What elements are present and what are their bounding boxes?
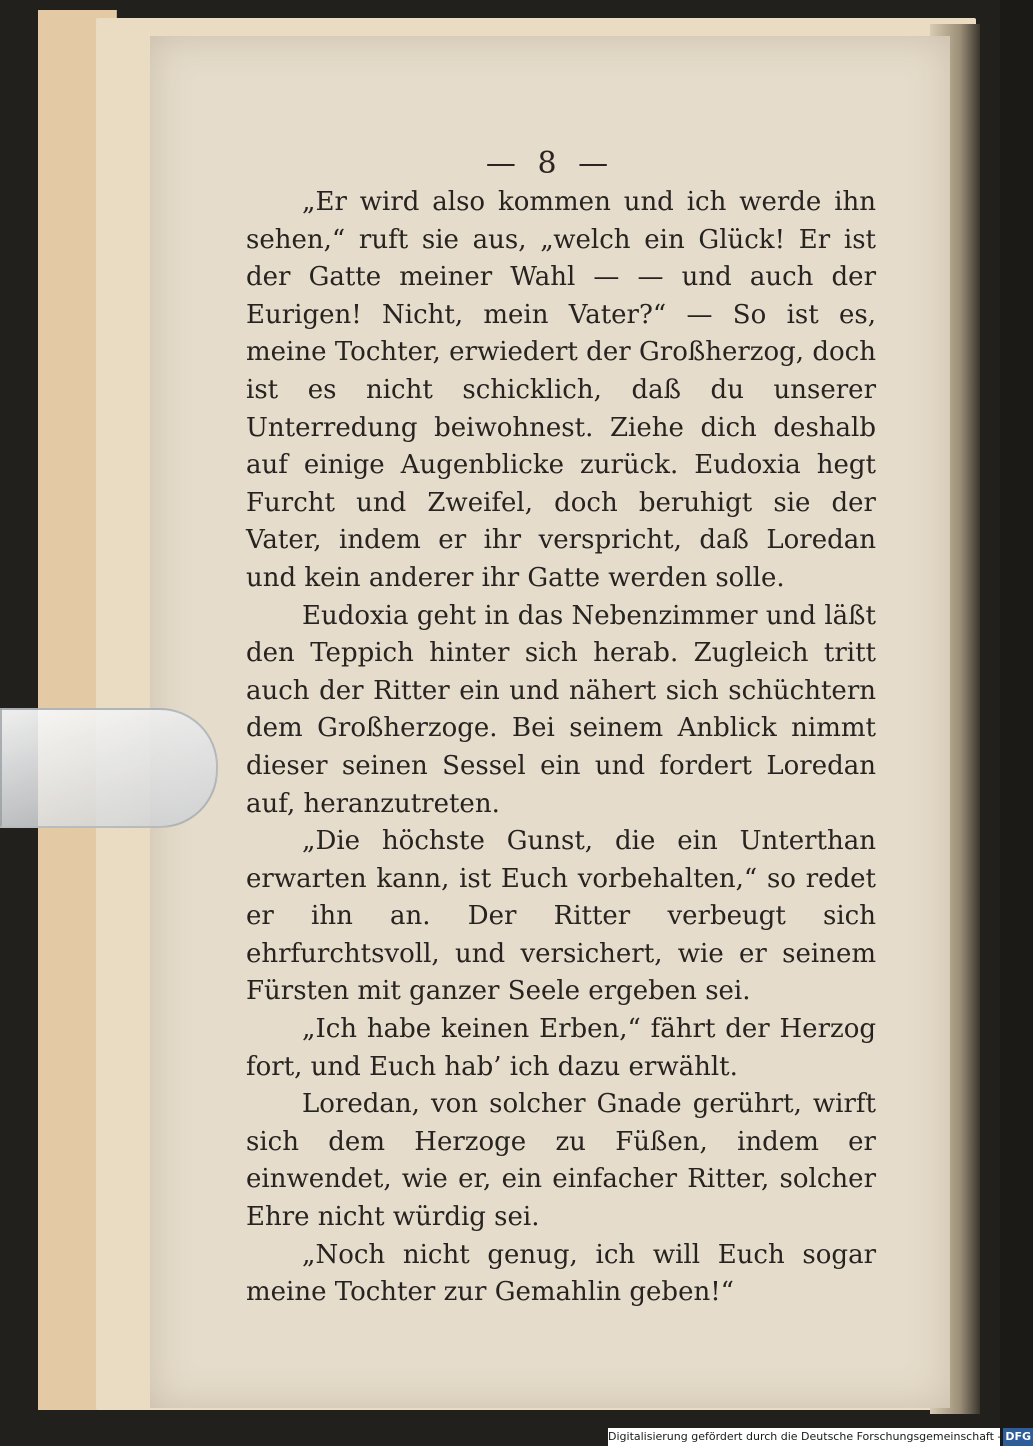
book-page — [150, 36, 950, 1408]
page-holder-clip — [0, 708, 218, 828]
digitization-credit — [608, 1428, 1032, 1446]
dfg-logo: DFG — [1003, 1428, 1033, 1446]
paragraph: Eudoxia geht in das Nebenzimmer und läßt den Teppich hinter sich herab. Zugleich tritt auch der Ritter ein und nähert sich schüchtern dem Großherzoge. Bei seinem Anblick nimmt dieser seinen Sessel ein und fordert Loredan auf, heranzutreten. — [246, 600, 876, 819]
page-number-header: — 8 — — [485, 146, 615, 181]
paragraph: „Die höchste Gunst, die ein Unterthan erwarten kann, ist Euch vorbehalten,“ so redet er ihn an. Der Ritter verbeugt sich ehrfurchtsvoll, und versichert, wie er seinem Fürsten mit ganzer Seele ergeben sei. — [246, 826, 876, 1007]
paragraph: „Noch nicht genug, ich will Euch sogar meine Tochter zur Gemahlin geben!“ — [246, 1239, 876, 1308]
credit-text: Digitalisierung gefördert durch die Deutsche Forschungsgemeinschaft - — [608, 1430, 1002, 1443]
page-body-text — [246, 184, 876, 1312]
paragraph: Loredan, von solcher Gnade gerührt, wirft sich dem Herzoge zu Füßen, indem er einwendet, wie er, ein einfacher Ritter, solcher Ehre nicht würdig sei. — [246, 1089, 876, 1233]
paragraph: „Ich habe keinen Erben,“ fährt der Herzog fort, und Euch hab’ ich dazu erwählt. — [246, 1014, 876, 1082]
paragraph: „Er wird also kommen und ich werde ihn sehen,“ ruft sie aus, „welch ein Glück! Er ist der Gatte meiner Wahl — — und auch der Eurigen! Nicht, mein Vater?“ — So ist es, meine Tochter, erwiedert der Großherzog, doch ist es nicht schicklich, daß du unserer Unterredung beiwohnest. Ziehe dich deshalb auf einige Augenblicke zurück. Eudoxia hegt Furcht und Zweifel, doch beruhigt sie der Vater, indem er ihr verspricht, daß Loredan und kein anderer ihr Gatte werden solle. — [246, 187, 876, 593]
